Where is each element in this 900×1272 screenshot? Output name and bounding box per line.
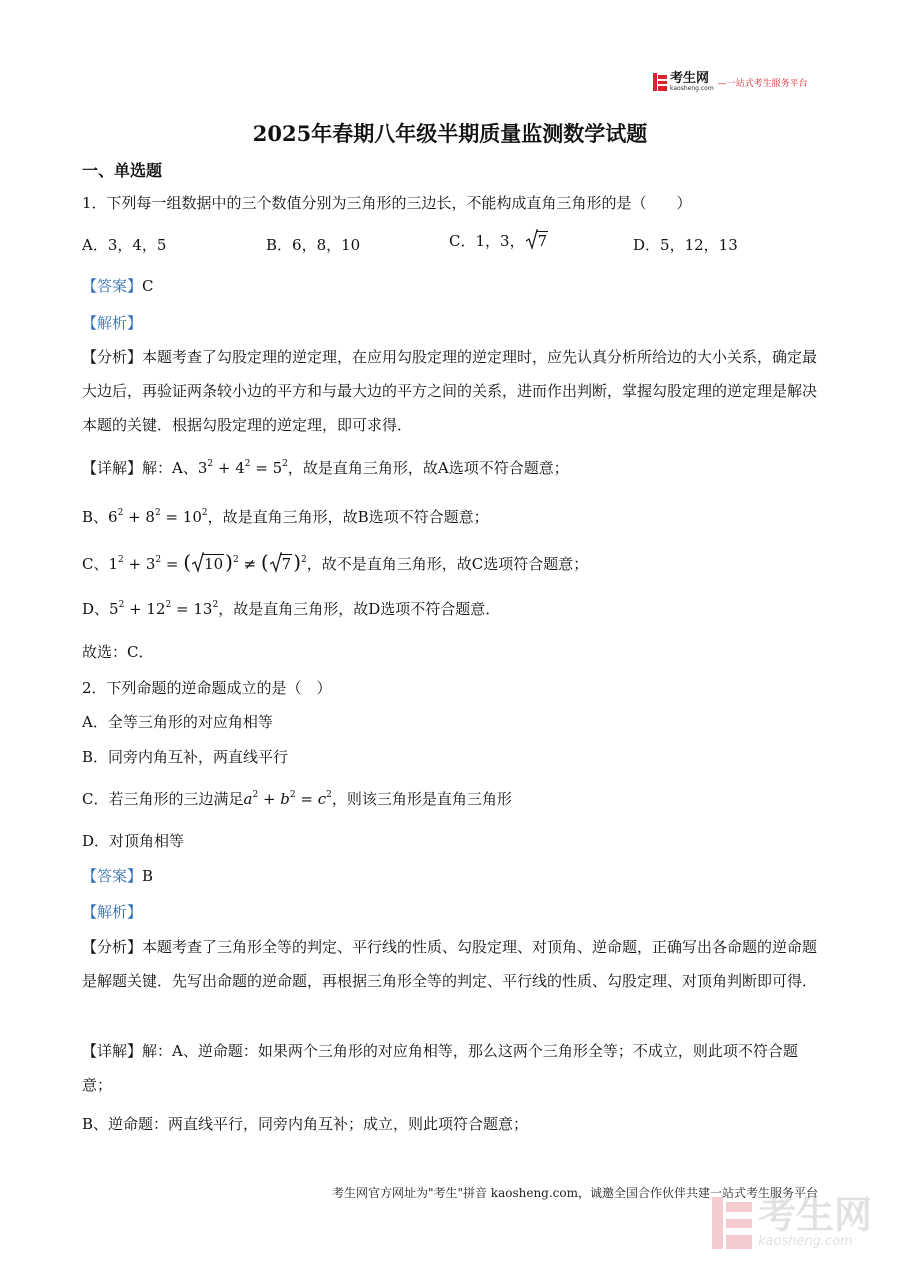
q2-detail-a: 【详解】解：A、逆命题：如果两个三角形的对应角相等，那么这两个三角形全等；不成立，则此项不符合题意； xyxy=(82,1042,798,1094)
page-title: 2025年春期八年级半期质量监测数学试题 xyxy=(252,121,648,146)
brand-logo xyxy=(653,72,808,92)
q2-stem: 2．下列命题的逆命题成立的是（ ） xyxy=(82,679,332,697)
q1-detail-d: D、$5^2 + 12^2 = 13^2$，故是直角三角形，故D选项不符合题意． xyxy=(82,600,501,618)
q1-option-c: C．1，3， 7 xyxy=(449,232,548,250)
q1-conclusion: 故选：C． xyxy=(82,643,154,661)
q2-option-c: C．若三角形的三边满足$a^2 + b^2 = c^2$，则该三角形是直角三角形 xyxy=(82,790,512,808)
q2-answer: 【答案】B xyxy=(82,867,154,885)
q1-option-b: B．6，8，10 xyxy=(266,236,361,254)
brand-mark-icon xyxy=(653,73,667,91)
q1-answer: 【答案】C xyxy=(82,277,154,295)
q1-detail-b: B、$6^2 + 8^2 = 10^2$，故是直角三角形，故B选项不符合题意； xyxy=(82,508,489,526)
footer-note: 考生网官方网址为"考生"拼音 kaosheng.com，诚邀全国合作伙伴共建一站式考生服务平台 xyxy=(331,1186,818,1200)
q1-detail-a: 【详解】解：A、$3^2 + 4^2 = 5^2$，故是直角三角形，故A选项不符合题意； xyxy=(82,459,569,477)
q2-detail-b: B、逆命题：两直线平行，同旁内角互补；成立，则此项符合题意； xyxy=(82,1115,529,1133)
q1-stem: 1．下列每一组数据中的三个数值分别为三角形的三边长，不能构成直角三角形的是（ ） xyxy=(82,194,692,212)
brand-name: 考生网 xyxy=(670,71,710,86)
q2-analysis: 【分析】本题考查了三角形全等的判定、平行线的性质、勾股定理、对顶角、逆命题，正确写出各命题的逆命题是解题关键．先写出命题的逆命题，再根据三角形全等的判定、平行线的性质、勾股定理、对顶角判断即可得． xyxy=(82,938,818,990)
sqrt-7: 7 xyxy=(526,231,549,250)
q1-detail-c: C、$1^2 + 3^2$ = ( 10 )$^2$ ≠ ( 7 )$^2$，故不是直角三角形，故C选项符合题意； xyxy=(82,550,589,574)
q2-option-a: A．全等三角形的对应角相等 xyxy=(82,713,273,731)
q1-analysis-tag: 【解析】 xyxy=(82,314,143,332)
q2-analysis-tag: 【解析】 xyxy=(82,903,143,921)
q2-option-b: B．同旁内角互补，两直线平行 xyxy=(82,748,289,766)
q1-analysis: 【分析】本题考查了勾股定理的逆定理，在应用勾股定理的逆定理时，应先认真分析所给边的大小关系，确定最大边后，再验证两条较小边的平方和与最大边的平方之间的关系，进而作出判断，掌握勾股定理的逆定理是解决本题的关键．根据勾股定理的逆定理，即可求得． xyxy=(82,348,818,434)
section-heading: 一、单选题 xyxy=(82,161,163,180)
q1-option-d: D．5，12，13 xyxy=(633,236,738,254)
q2-option-d: D．对顶角相等 xyxy=(82,832,185,850)
watermark-domain: kaosheng.com xyxy=(758,1234,853,1249)
brand-domain: kaosheng.com xyxy=(670,85,714,92)
watermark-mark-icon xyxy=(712,1197,752,1249)
brand-tagline: —一站式考生服务平台 xyxy=(717,78,808,89)
watermark-name: 考生网 xyxy=(758,1193,873,1237)
watermark-logo xyxy=(712,1193,873,1249)
q1-option-a: A．3，4，5 xyxy=(82,236,167,254)
